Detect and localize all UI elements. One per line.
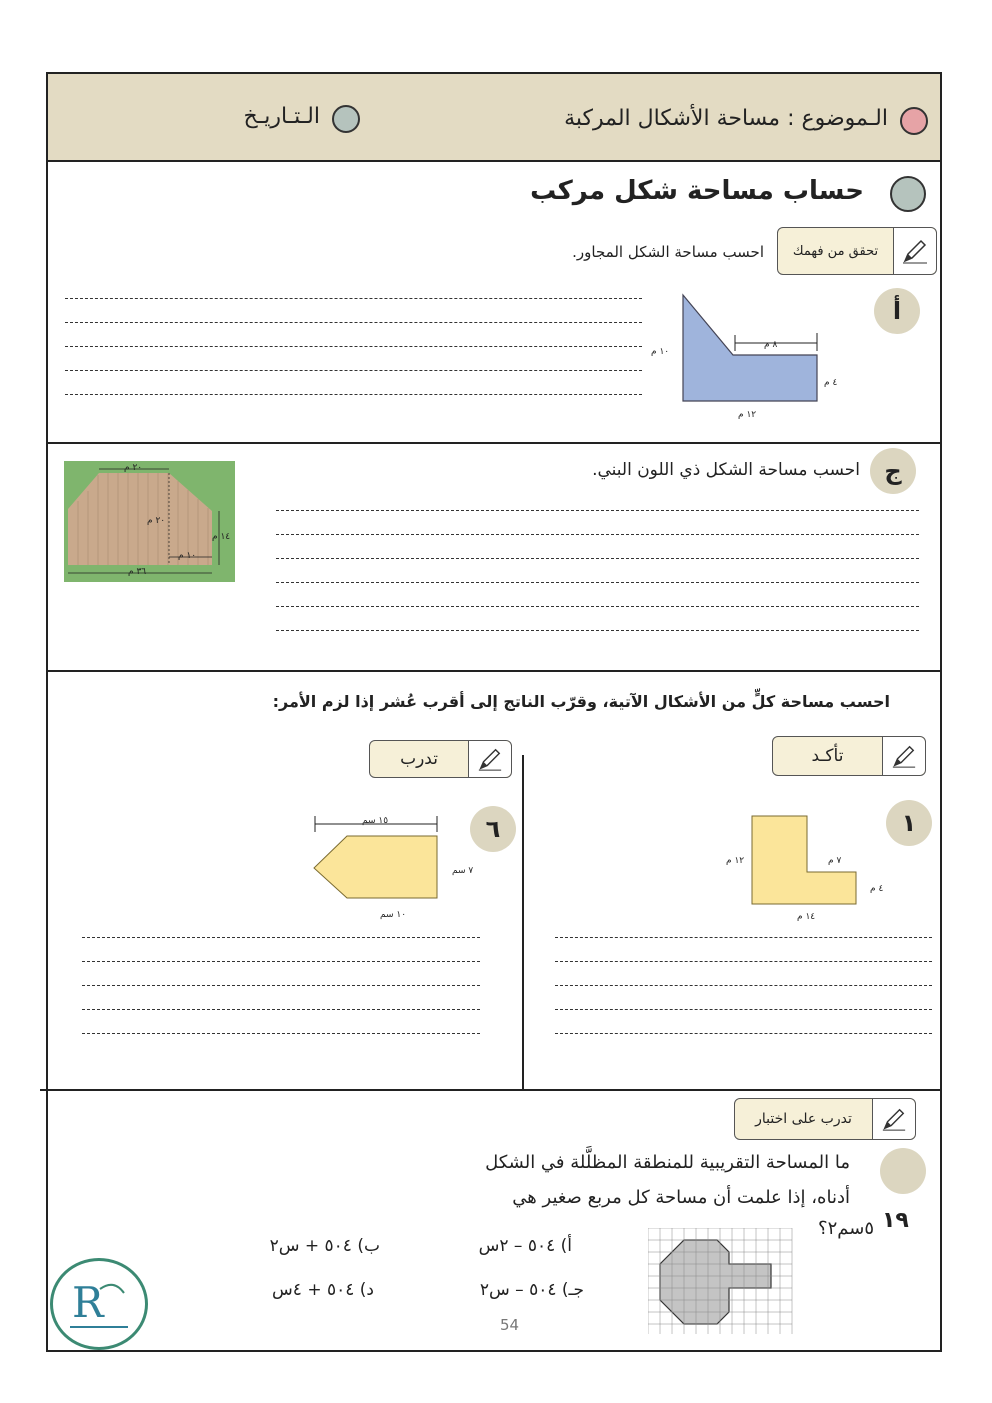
problem-j-prompt: احسب مساحة الشكل ذي اللون البني. bbox=[592, 460, 860, 480]
answer-line bbox=[555, 1033, 932, 1034]
answer-line bbox=[276, 534, 919, 535]
topic-bullet bbox=[900, 107, 928, 135]
logo-mark bbox=[64, 1269, 134, 1339]
grid-figure bbox=[648, 1228, 794, 1338]
answer-line bbox=[82, 985, 480, 986]
dim-a-bottom: ١٢ م bbox=[738, 410, 757, 420]
answer-line bbox=[65, 346, 642, 347]
check-prompt: احسب مساحة الشكل المجاور. bbox=[572, 243, 764, 261]
date-bullet bbox=[332, 105, 360, 133]
dim-6-top: ١٥ سم bbox=[362, 816, 389, 826]
option-a[interactable]: أ) ٥٠٤ – ٢س bbox=[478, 1236, 572, 1256]
confirm-tag bbox=[772, 736, 926, 776]
dim-j-top: ٢٠ م bbox=[124, 463, 143, 473]
answer-line bbox=[65, 394, 642, 395]
answer-line bbox=[276, 630, 919, 631]
column-divider bbox=[522, 755, 524, 1090]
problem-6-badge: ٦ bbox=[470, 806, 516, 852]
answer-line bbox=[555, 1009, 932, 1010]
divider bbox=[46, 442, 942, 444]
question-line-1: ما المساحة التقريبية للمنطقة المظلَّلة في الشكل bbox=[485, 1152, 850, 1173]
pencil-icon bbox=[872, 1099, 915, 1139]
answer-line bbox=[276, 606, 919, 607]
test-practice-tag bbox=[734, 1098, 916, 1140]
dim-a-left: ١٠ م bbox=[651, 347, 670, 357]
dim-6-right: ٧ سم bbox=[452, 866, 474, 876]
pencil-icon bbox=[893, 228, 936, 274]
page-number: 54 bbox=[500, 1316, 520, 1334]
question-line-3: ٥سم٢؟ bbox=[818, 1218, 874, 1239]
divider bbox=[46, 670, 942, 672]
dim-a-right: ٤ م bbox=[824, 378, 838, 388]
answer-line bbox=[65, 370, 642, 371]
answer-line bbox=[82, 1009, 480, 1010]
dim-j-height: ٢٠ م bbox=[147, 516, 166, 526]
question-number: ١٩ bbox=[882, 1208, 909, 1233]
dim-j-side: ١٤ م bbox=[212, 532, 231, 542]
topic-label: الـموضوع : مساحة الأشكال المركبة bbox=[564, 106, 888, 131]
option-c[interactable]: جـ) ٥٠٤ – س٢ bbox=[479, 1280, 584, 1300]
problem-a-badge: أ bbox=[874, 288, 920, 334]
dim-a-top: ٨ م bbox=[764, 340, 778, 350]
answer-line bbox=[555, 937, 932, 938]
pencil-icon bbox=[468, 741, 511, 777]
publisher-logo bbox=[50, 1258, 148, 1350]
dim-6-bottom: ١٠ سم bbox=[380, 910, 407, 920]
answer-line bbox=[276, 510, 919, 511]
dim-j-bottom: ٣٦ م bbox=[128, 567, 147, 577]
answer-line bbox=[65, 298, 642, 299]
answer-line bbox=[82, 961, 480, 962]
dim-1-bottom: ١٤ م bbox=[797, 912, 816, 922]
svg-text:R: R bbox=[72, 1278, 104, 1327]
dim-1-left: ١٢ م bbox=[726, 856, 745, 866]
answer-line bbox=[82, 937, 480, 938]
answer-line bbox=[82, 1033, 480, 1034]
practice-tag bbox=[369, 740, 512, 778]
problem-a-figure bbox=[645, 285, 855, 425]
check-tag-label: تحقق من فهمك bbox=[792, 243, 879, 259]
test-tag-label: تدرب على اختبار bbox=[755, 1111, 852, 1127]
practice-tag-label: تدرب bbox=[400, 749, 438, 769]
answer-line bbox=[555, 985, 932, 986]
problem-1-figure bbox=[740, 810, 870, 910]
header-bar bbox=[46, 72, 942, 162]
blue-shape bbox=[683, 295, 817, 401]
question-19-bullet bbox=[880, 1148, 926, 1194]
answer-line bbox=[65, 322, 642, 323]
option-d[interactable]: د) ٥٠٤ + ٤س bbox=[272, 1280, 374, 1300]
dim-j-inset: ١٠ م bbox=[178, 551, 197, 561]
answer-line bbox=[276, 582, 919, 583]
question-line-2: أدناه، إذا علمت أن مساحة كل مربع صغير هي bbox=[512, 1187, 850, 1208]
answer-line bbox=[276, 558, 919, 559]
check-understanding-tag bbox=[777, 227, 937, 275]
confirm-tag-label: تأكـد bbox=[811, 746, 844, 766]
date-label: الـتـاريـخ bbox=[243, 104, 320, 129]
section-bullet bbox=[890, 176, 926, 212]
exercises-instruction: احسب مساحة كلٍّ من الأشكال الآتية، وقرّب الناتج إلى أقرب عُشر إذا لزم الأمر: bbox=[272, 692, 890, 711]
dim-1-inner: ٧ م bbox=[828, 856, 842, 866]
answer-line bbox=[555, 961, 932, 962]
yellow-shape bbox=[314, 836, 437, 898]
section-title: حساب مساحة شكل مركب bbox=[530, 176, 864, 206]
option-b[interactable]: ب) ٥٠٤ + س٢ bbox=[269, 1236, 380, 1256]
dim-1-right: ٤ م bbox=[870, 884, 884, 894]
problem-1-badge: ١ bbox=[886, 800, 932, 846]
problem-j-badge: ج bbox=[870, 448, 916, 494]
pencil-icon bbox=[882, 737, 925, 775]
divider bbox=[40, 1089, 942, 1091]
